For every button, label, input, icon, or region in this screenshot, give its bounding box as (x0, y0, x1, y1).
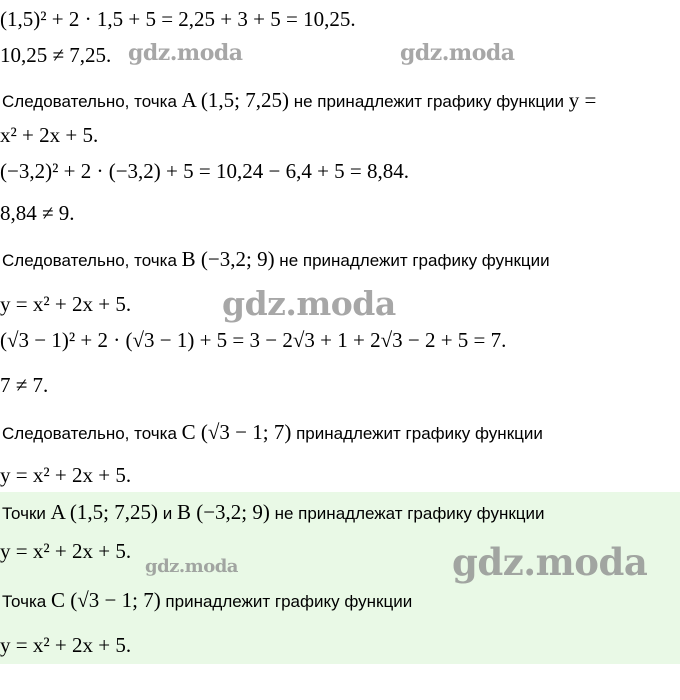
watermark: gdz.moda (145, 556, 238, 577)
watermark: gdz.moda (222, 284, 396, 323)
inequality-point-b: 8,84 ≠ 9. (0, 201, 75, 225)
answer-tail: принадлежит графику функции (160, 592, 413, 611)
function-formula: y = x² + 2x + 5. (0, 292, 132, 316)
answer-and: и (157, 504, 177, 523)
conclusion-text: Следовательно, точка (2, 424, 182, 443)
conclusion-text: Следовательно, точка (2, 251, 182, 270)
answer-function-formula: y = x² + 2x + 5. (0, 539, 132, 563)
equation-point-a: (1,5)² + 2 · 1,5 + 5 = 2,25 + 3 + 5 = 10,25. (0, 7, 356, 31)
watermark: gdz.moda (400, 40, 515, 66)
answer-point-c: C (√3 − 1; 7) (50, 588, 161, 612)
point-c-label: C (√3 − 1; 7) (181, 420, 292, 444)
point-a-label: A (1,5; 7,25) (181, 88, 289, 112)
equality-point-c: 7 ≠ 7. (0, 373, 49, 397)
function-lhs: y = (568, 88, 597, 112)
conclusion-tail: принадлежит графику функции (291, 424, 543, 443)
answer-function-formula: y = x² + 2x + 5. (0, 633, 132, 657)
point-b-label: B (−3,2; 9) (181, 247, 275, 271)
conclusion-tail: не принадлежит графику функции (274, 251, 550, 270)
answer-point-b: B (−3,2; 9) (176, 500, 270, 524)
watermark: gdz.moda (452, 540, 648, 584)
answer-line-c (2, 588, 412, 614)
answer-tail: не принадлежат графику функции (269, 504, 545, 523)
answer-line-ab (2, 500, 545, 526)
answer-text: Точка (2, 592, 51, 611)
answer-point-a: A (1,5; 7,25) (50, 500, 158, 524)
conclusion-point-c (2, 420, 543, 446)
conclusion-text: Следовательно, точка (2, 92, 182, 111)
conclusion-point-a (2, 88, 596, 114)
function-rhs: x² + 2x + 5. (0, 123, 99, 147)
function-formula: y = x² + 2x + 5. (0, 463, 132, 487)
inequality-point-a: 10,25 ≠ 7,25. (0, 43, 112, 67)
equation-point-b: (−3,2)² + 2 · (−3,2) + 5 = 10,24 − 6,4 + 5 = 8,84. (0, 159, 410, 183)
watermark: gdz.moda (128, 40, 243, 66)
conclusion-tail: не принадлежит графику функции (288, 92, 569, 111)
equation-point-c: (√3 − 1)² + 2 · (√3 − 1) + 5 = 3 − 2√3 + 1 + 2√3 − 2 + 5 = 7. (0, 328, 507, 352)
conclusion-point-b (2, 247, 550, 273)
answer-text: Точки (2, 504, 51, 523)
